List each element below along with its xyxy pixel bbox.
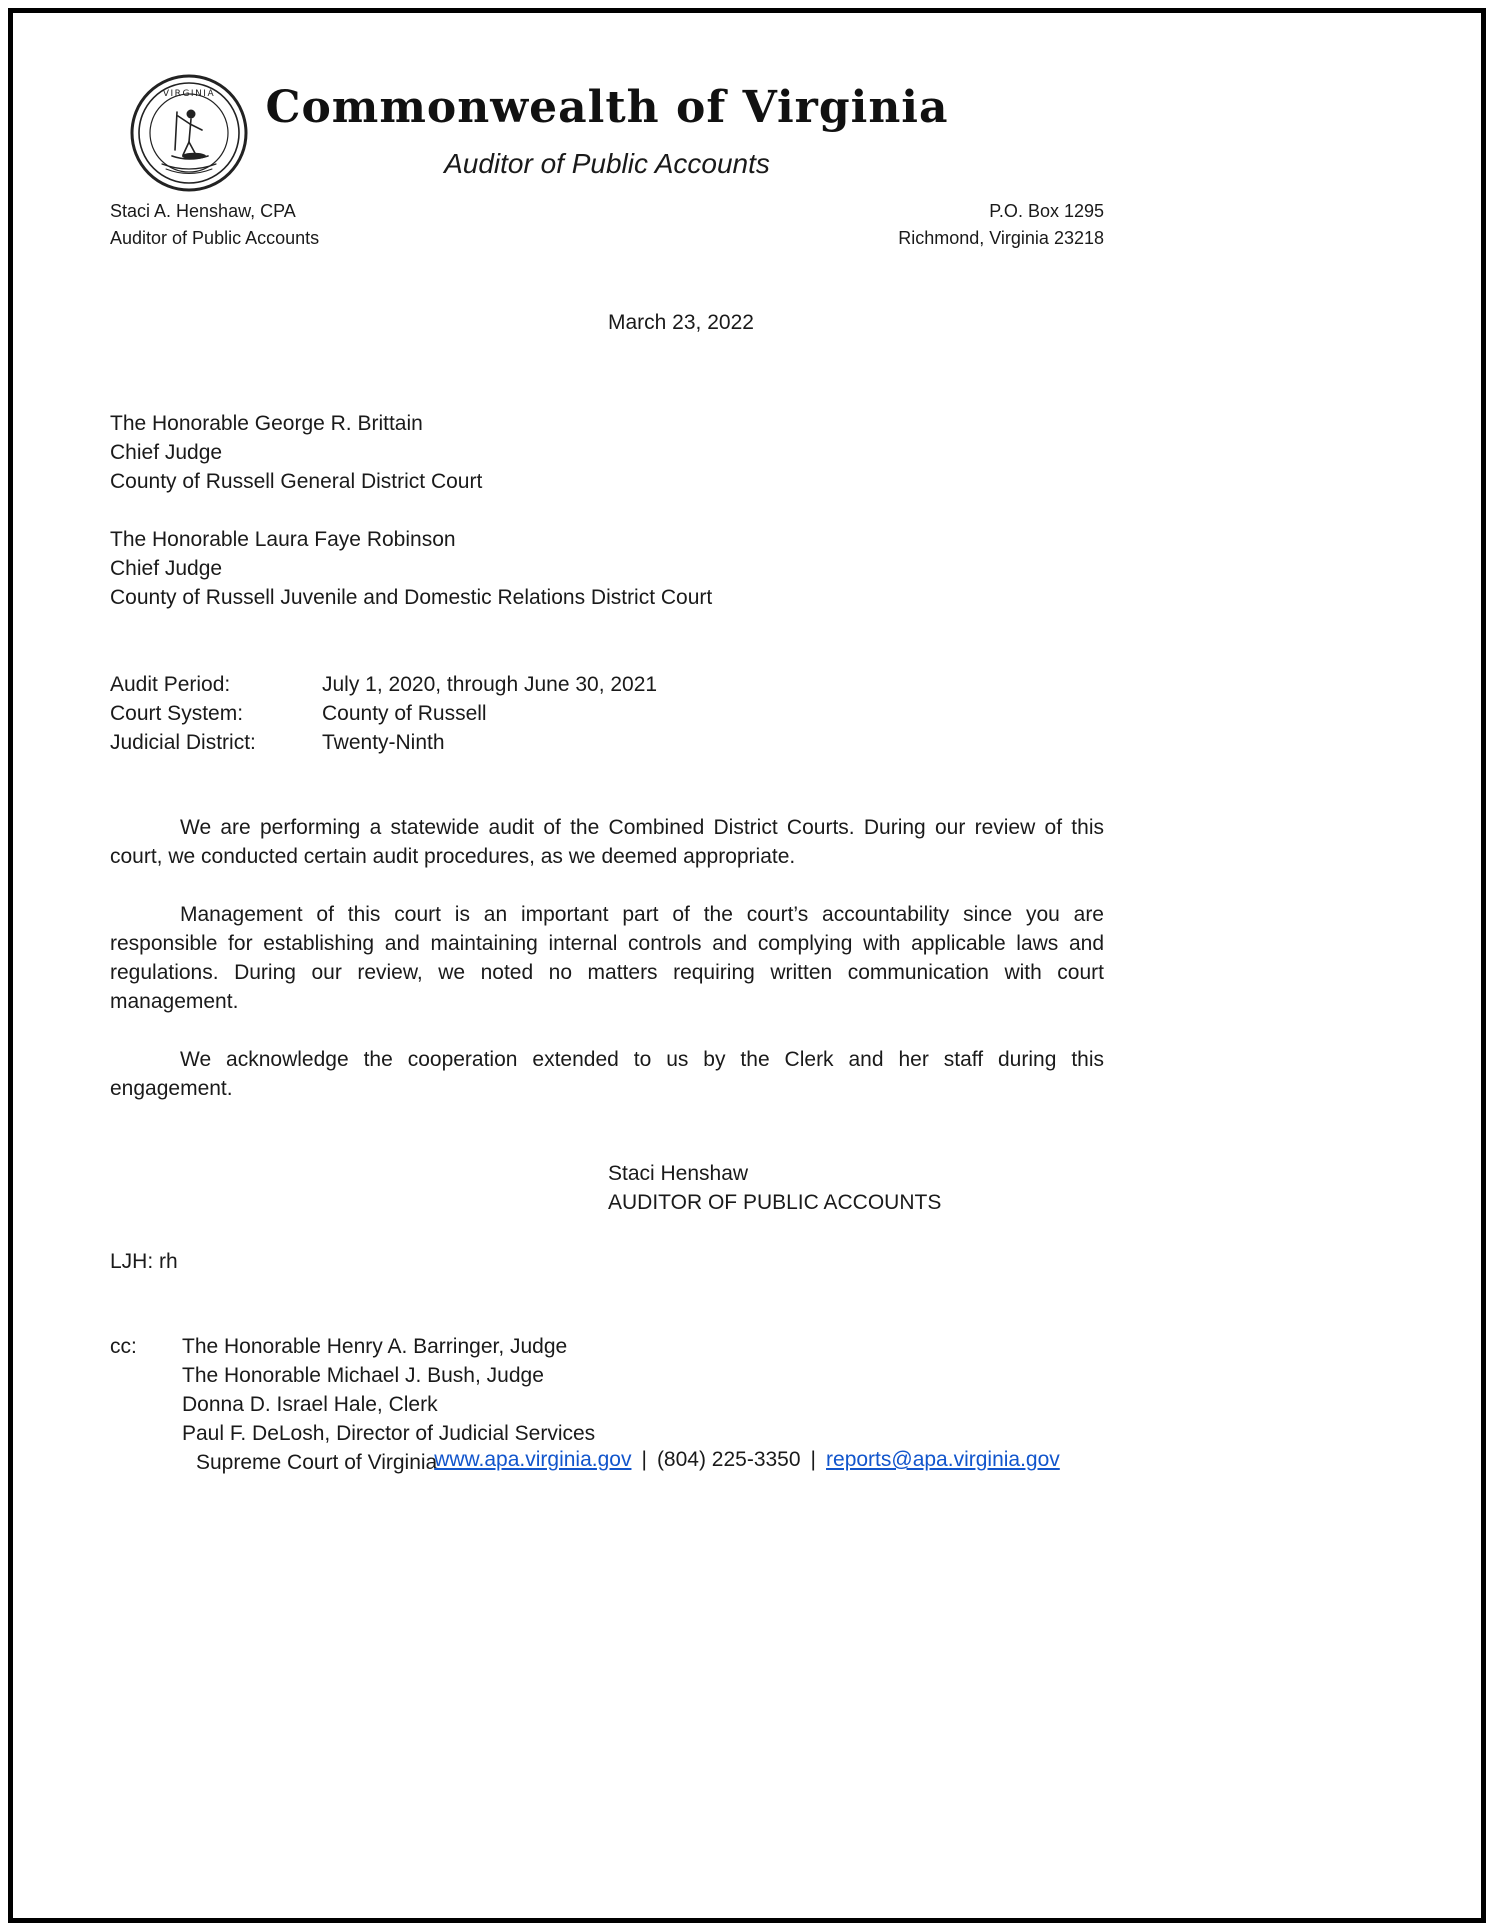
email-link[interactable]: reports@apa.virginia.gov [826,1448,1060,1471]
info-label: Audit Period: [110,673,231,696]
footer-contact [0,1445,1494,1474]
letterhead-row [110,198,1104,252]
recipient-block [110,525,1104,612]
audit-info-block [110,670,1104,757]
footer-separator: | [641,1448,647,1471]
city-state-zip: Richmond, Virginia 23218 [898,228,1104,248]
reference-initials: LJH: rh [110,1250,178,1273]
letter-date: March 23, 2022 [608,311,754,334]
body-paragraph: We are performing a statewide audit of the Combined District Courts. During our review of this court, we conducted certain audit procedures, as we deemed appropriate. [110,816,1104,868]
footer-separator: | [810,1448,817,1471]
cc-item: Supreme Court of Virginia [196,1451,438,1474]
virginia-seal [128,72,250,194]
signature-title: AUDITOR OF PUBLIC ACCOUNTS [608,1191,942,1214]
auditor-title: Auditor of Public Accounts [110,228,320,248]
recipient-court: County of Russell Juvenile and Domestic Relations District Court [110,586,713,609]
recipient-block [110,409,1104,496]
cc-item: The Honorable Henry A. Barringer, Judge [182,1335,568,1358]
letter-content [110,0,1104,1477]
cc-label: cc: [110,1335,137,1358]
recipient-title: Chief Judge [110,557,223,580]
info-value: County of Russell [322,702,487,725]
recipient-title: Chief Judge [110,441,223,464]
letterhead-left [110,198,319,252]
recipient-name: The Honorable George R. Brittain [110,412,423,435]
info-label: Court System: [110,702,244,725]
org-subtitle: Auditor of Public Accounts [444,148,770,179]
org-name: Commonwealth of Virginia [265,82,949,133]
recipient-name: The Honorable Laura Faye Robinson [110,528,456,551]
body-paragraph: Management of this court is an important part of the court’s accountability since you are responsible for establishing and maintaining internal controls and complying with applicable laws and regulations. During our review, we noted no matters requiring written communication with court management. [110,903,1104,1013]
signature-block [608,1159,1104,1217]
signature-name: Staci Henshaw [608,1162,749,1185]
letterhead-address [898,198,1104,252]
auditor-name: Staci A. Henshaw, CPA [110,201,296,221]
cc-item: Donna D. Israel Hale, Clerk [182,1393,438,1416]
info-row [110,728,1104,757]
seal-figure [162,110,216,174]
cc-item: The Honorable Michael J. Bush, Judge [182,1364,544,1387]
info-row [110,699,1104,728]
info-row [110,670,1104,699]
seal-text: VIRGINIA [162,89,216,99]
footer-phone: (804) 225-3350 [656,1448,801,1471]
info-label: Judicial District: [110,731,256,754]
cc-item: Paul F. DeLosh, Director of Judicial Services [182,1422,596,1445]
po-box: P.O. Box 1295 [989,201,1104,221]
info-value: July 1, 2020, through June 30, 2021 [322,673,658,696]
info-value: Twenty-Ninth [322,731,445,754]
body-paragraph: We acknowledge the cooperation extended to us by the Clerk and her staff during this engagement. [110,1048,1104,1100]
recipient-court: County of Russell General District Court [110,470,483,493]
website-link[interactable]: www.apa.virginia.gov [434,1448,632,1471]
